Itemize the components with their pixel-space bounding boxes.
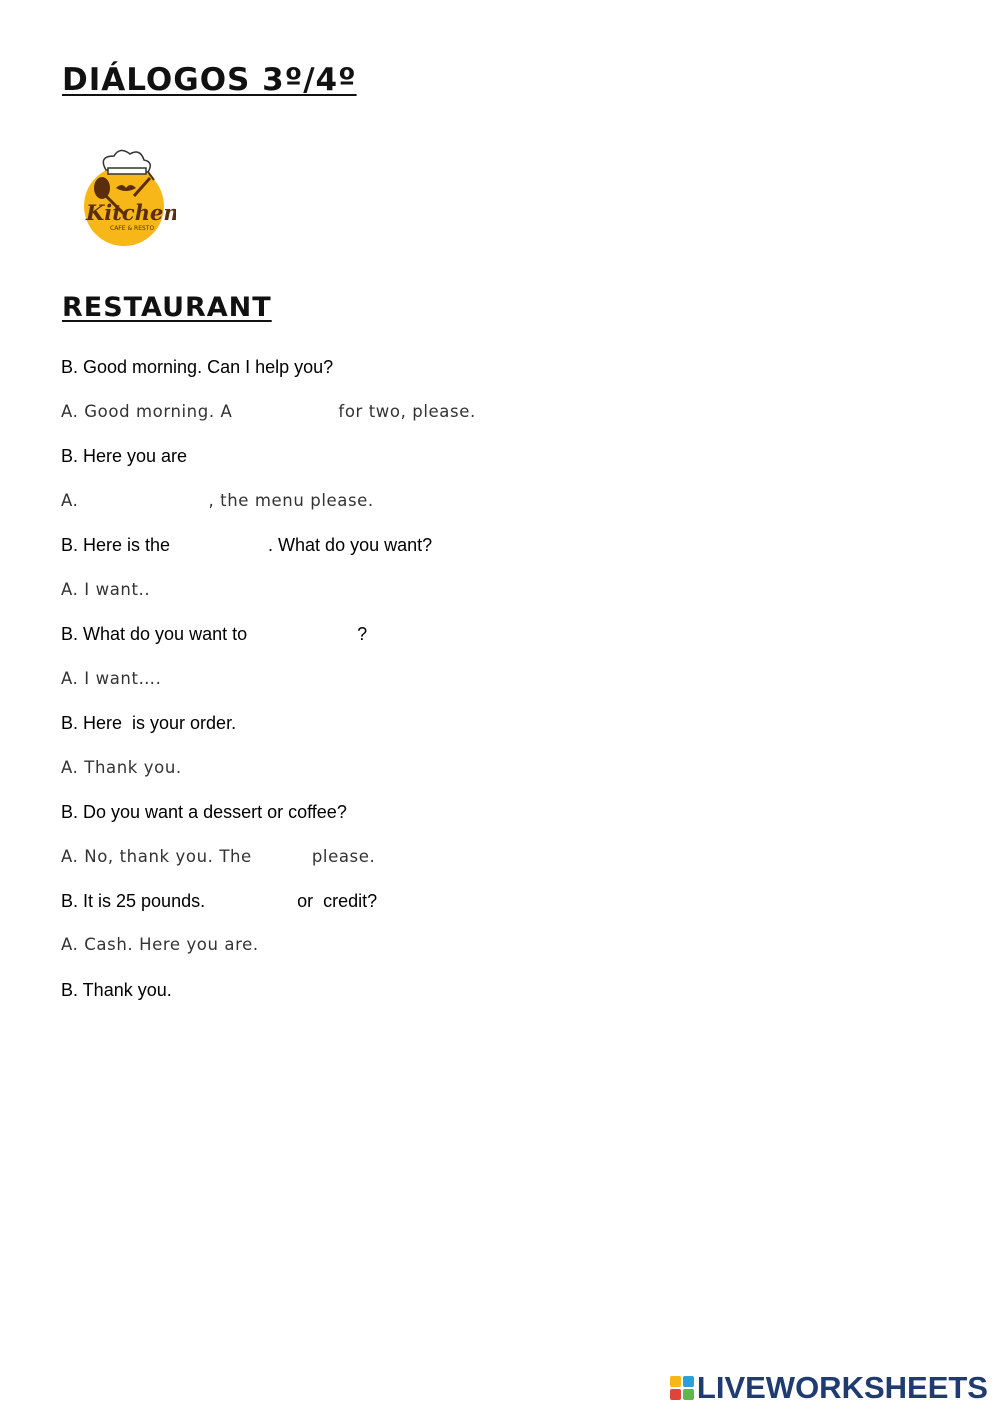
dialogue-line-7: B. What do you want to ? [61, 624, 368, 644]
dialogue-line-9: B. Here is your order. [61, 713, 237, 733]
dialogue-line-2: A. Good morning. A for two, please. [61, 402, 476, 421]
dialogue-line-12: A. No, thank you. The please. [61, 847, 376, 866]
dialogue-line-14: A. Cash. Here you are. [61, 935, 259, 954]
dialogue-line-3: B. Here you are [61, 446, 188, 466]
page-title: DIÁLOGOS 3º/4º [62, 62, 357, 98]
dialogue-line-11: B. Do you want a dessert or coffee? [61, 802, 347, 822]
footer-brand-text: LIVEWORKSHEETS [696, 1370, 988, 1405]
kitchen-logo-icon [76, 148, 176, 248]
logo-text: Kitchen [86, 200, 176, 225]
footer-brand [669, 1370, 988, 1406]
dialogue-line-1: B. Good morning. Can I help you? [61, 357, 334, 377]
dialogue-line-4: A. , the menu please. [61, 491, 374, 510]
dialogue-line-10: A. Thank you. [61, 758, 182, 777]
logo-tagline: CAFE & RESTO [110, 225, 155, 232]
dialogue-line-13: B. It is 25 pounds. or credit? [61, 891, 378, 911]
dialogue-line-6: A. I want.. [61, 580, 151, 599]
liveworksheets-logo-icon [669, 1375, 695, 1401]
dialogue-line-15: B. Thank you. [61, 980, 172, 1000]
dialogue-line-5: B. Here is the . What do you want? [61, 535, 433, 555]
section-title: RESTAURANT [62, 292, 272, 323]
dialogue-line-8: A. I want…. [61, 669, 162, 688]
